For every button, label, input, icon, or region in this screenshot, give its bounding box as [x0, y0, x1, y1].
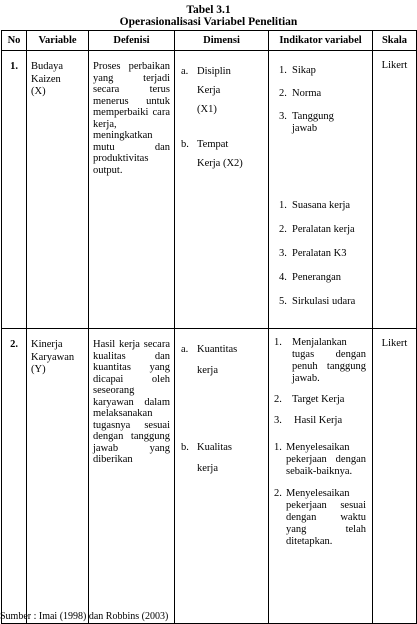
indicator-item: 5. Sirkulasi udara	[279, 296, 356, 307]
indicator-item: 2. Menyelesaikan pekerjaan sesuai dengan waktu yang telah ditetapkan.	[274, 488, 366, 547]
dimension-line: kerja	[197, 365, 218, 376]
dimension-code: (X1)	[197, 104, 217, 115]
definition-text: Hasil kerja secara kualitas dan kuantitas yang dicapai oleh seseorang karyawan dalam melaksanakan tugasnya sesuai dengan tanggung jawab yang diberikan	[93, 339, 170, 465]
scale-cell: Likert	[373, 51, 417, 329]
variable-name-line: Kaizen	[31, 73, 61, 85]
indicator-item: 2. Peralatan kerja	[279, 224, 355, 235]
indicator-item: 2. Target Kerja	[274, 394, 345, 405]
dimension-item: a. Kuantitas	[181, 344, 238, 355]
indicator-item: 3. Hasil Kerja	[274, 415, 343, 426]
source-note: Sumber : Imai (1998) dan Robbins (2003)	[0, 611, 169, 622]
table-row	[2, 329, 417, 624]
header-no: No	[2, 31, 27, 51]
header-definition: Defenisi	[89, 31, 175, 51]
variable-code: (Y)	[31, 364, 46, 375]
indicator-item: 1. Sikap	[279, 65, 316, 76]
header-variable: Variable	[27, 31, 89, 51]
dimension-line: Kerja	[197, 85, 221, 96]
dimension-cell	[175, 329, 269, 624]
indicator-item: 3. Peralatan K3	[279, 248, 347, 259]
variable-code: (X)	[31, 86, 46, 97]
row-number: 1.	[2, 51, 27, 329]
dimension-line: Kerja (X2)	[197, 158, 243, 169]
indicator-item: 3. Tanggung jawab	[279, 111, 334, 134]
row-number: 2.	[2, 329, 27, 624]
dimension-item: b. Kualitas	[181, 442, 232, 453]
header-scale: Skala	[373, 31, 417, 51]
indicator-cell	[269, 329, 373, 624]
indicator-item: 4. Penerangan	[279, 272, 341, 283]
variable-cell	[27, 51, 89, 329]
indicator-item: 1. Menyelesaikan pekerjaan dengan sebaik-baiknya.	[274, 442, 366, 477]
dimension-cell	[175, 51, 269, 329]
variable-cell	[27, 329, 89, 624]
definition-text: Proses perbaikan yang terjadi secara terus menerus untuk memperbaiki cara kerja, meningkatkan mutu dan produktivitas output.	[93, 61, 170, 176]
definition-cell	[89, 329, 175, 624]
scale-cell: Likert	[373, 329, 417, 624]
dimension-line: kerja	[197, 463, 218, 474]
indicator-item: 1. Suasana kerja	[279, 200, 351, 211]
dimension-item: b. Tempat	[181, 139, 229, 150]
table-row	[2, 51, 417, 329]
indicator-item: 2. Norma	[279, 88, 322, 99]
header-indicator: Indikator variabel	[269, 31, 373, 51]
variable-name-line: Karyawan	[31, 351, 75, 363]
variable-name-line: Kinerja	[31, 339, 63, 350]
indicator-cell	[269, 51, 373, 329]
header-dimension: Dimensi	[175, 31, 269, 51]
table-header-row	[2, 31, 417, 51]
table-number: Tabel 3.1	[186, 4, 231, 16]
indicator-item: 1. Menjalankan tugas dengan penuh tanggung jawab.	[274, 337, 366, 384]
definition-cell	[89, 51, 175, 329]
variable-name-line: Budaya	[31, 61, 64, 72]
table-title: Operasionalisasi Variabel Penelitian	[119, 16, 298, 28]
dimension-item: a. Disiplin	[181, 66, 231, 77]
operationalization-table	[1, 30, 417, 624]
